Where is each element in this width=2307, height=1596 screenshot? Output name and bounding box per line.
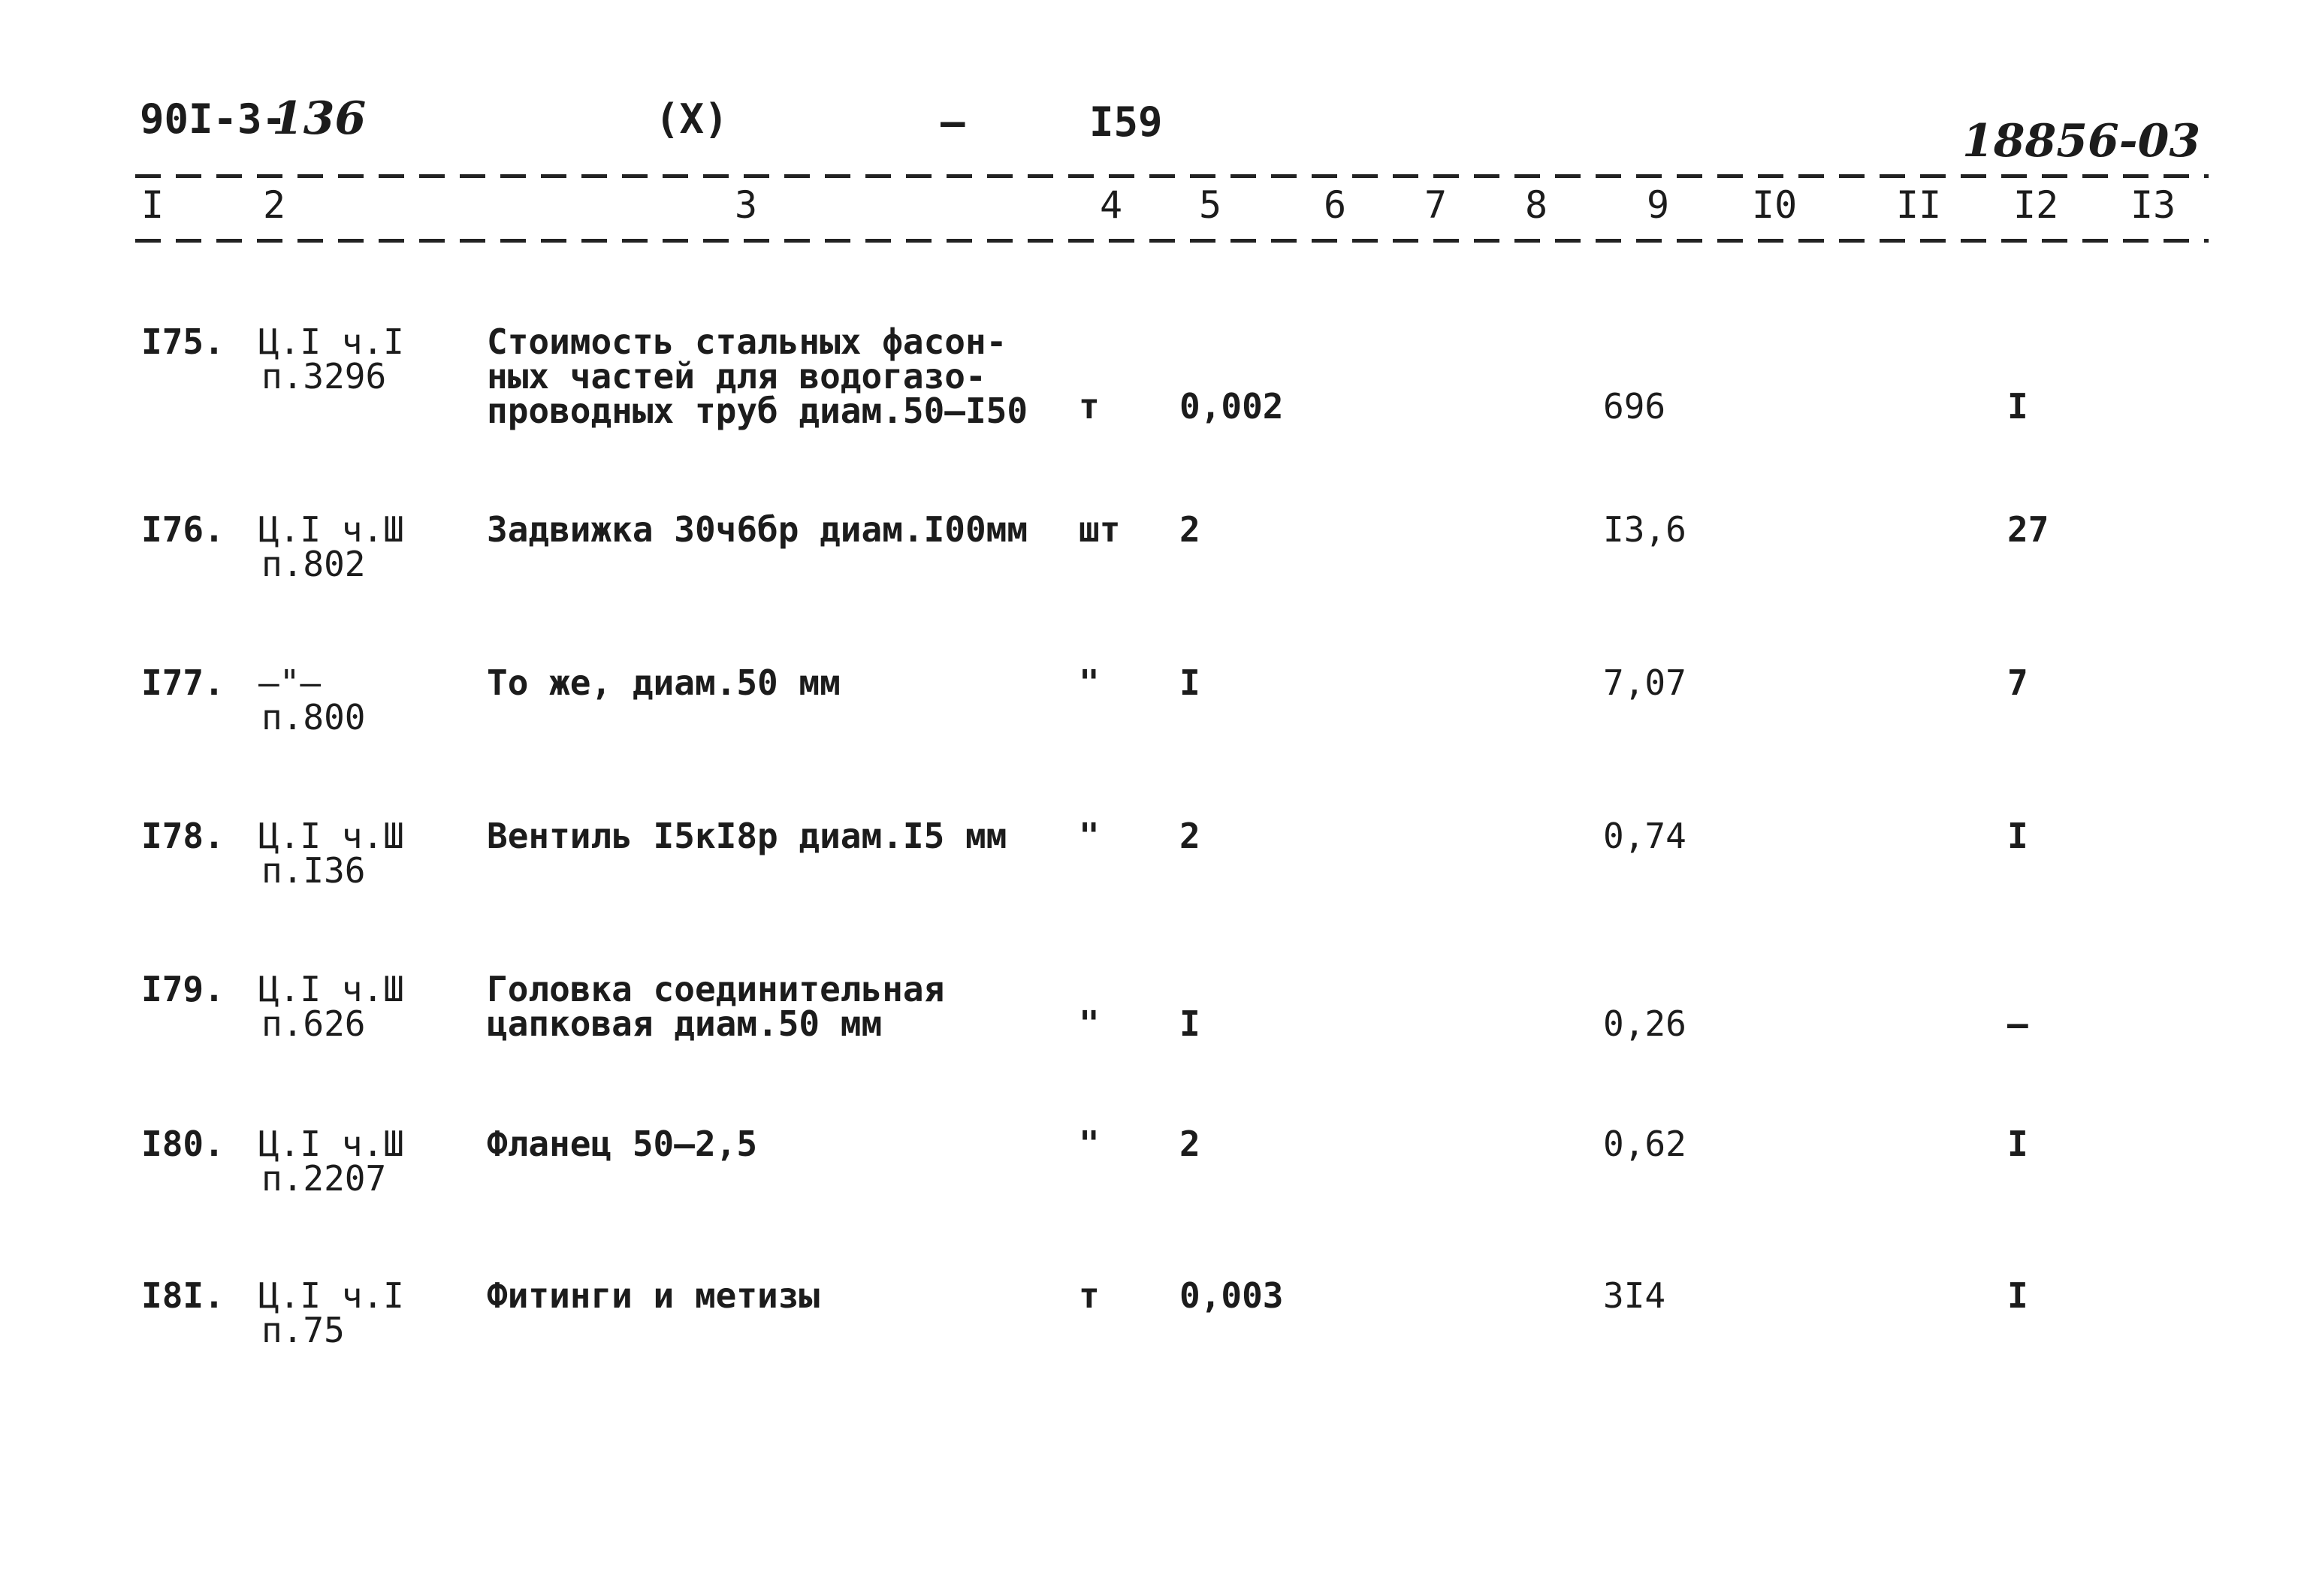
price-reference: –"– — [258, 662, 322, 703]
unit: т — [1079, 386, 1100, 427]
column-number: 3 — [735, 183, 758, 227]
price-reference: п.800 — [261, 697, 366, 738]
column-number: I — [141, 183, 165, 227]
archive-stamp-handwritten: 18856-03 — [1962, 115, 2201, 167]
column-number: 8 — [1525, 183, 1548, 227]
unit-price: 3I4 — [1603, 1275, 1666, 1316]
unit-price: I3,6 — [1603, 509, 1686, 550]
row-number: I80. — [141, 1124, 225, 1164]
price-reference: Ц.I ч.Ш — [258, 1124, 404, 1164]
doc-code: 90I-3- — [140, 95, 287, 143]
unit: " — [1079, 1124, 1100, 1164]
price-reference: Ц.I ч.Ш — [258, 969, 404, 1009]
total-cost: I — [2007, 1275, 2028, 1316]
price-reference: Ц.I ч.Ш — [258, 816, 404, 856]
row-number: I76. — [141, 509, 225, 550]
unit-price: 0,26 — [1603, 1003, 1686, 1044]
item-name: ных частей для водогазо- — [487, 356, 986, 397]
item-name: Фитинги и метизы — [487, 1275, 820, 1316]
quantity: I — [1179, 662, 1200, 703]
item-name: Вентиль I5кI8р диам.I5 мм — [487, 816, 1007, 856]
row-number: I75. — [141, 321, 225, 362]
column-number: I3 — [2130, 183, 2176, 227]
price-reference: Ц.I ч.I — [258, 1275, 404, 1316]
price-reference: п.I36 — [261, 850, 366, 891]
page-number: I59 — [1089, 98, 1163, 146]
total-cost: I — [2007, 1124, 2028, 1164]
total-cost: – — [2007, 1003, 2028, 1044]
unit: " — [1079, 816, 1100, 856]
column-number: I2 — [2013, 183, 2059, 227]
volume-label: (X) — [655, 95, 729, 143]
column-number: 6 — [1324, 183, 1347, 227]
row-number: I8I. — [141, 1275, 225, 1316]
row-number: I78. — [141, 816, 225, 856]
item-name: Задвижка 30ч6бр диам.I00мм — [487, 509, 1028, 550]
quantity: 0,002 — [1179, 386, 1284, 427]
item-name: Фланец 50–2,5 — [487, 1124, 758, 1164]
price-reference: п.626 — [261, 1003, 366, 1044]
unit-price: 0,74 — [1603, 816, 1686, 856]
header-rule-bottom — [135, 239, 2209, 243]
row-number: I77. — [141, 662, 225, 703]
price-reference: п.3296 — [261, 356, 387, 397]
doc-code-handwritten: 136 — [272, 92, 367, 145]
price-reference: п.75 — [261, 1310, 345, 1350]
item-name: цапковая диам.50 мм — [487, 1003, 883, 1044]
quantity: I — [1179, 1003, 1200, 1044]
unit-price: 0,62 — [1603, 1124, 1686, 1164]
unit: " — [1079, 662, 1100, 703]
quantity: 2 — [1179, 816, 1200, 856]
column-number: II — [1896, 183, 1942, 227]
quantity: 0,003 — [1179, 1275, 1284, 1316]
quantity: 2 — [1179, 1124, 1200, 1164]
total-cost: 27 — [2007, 509, 2049, 550]
price-reference: п.2207 — [261, 1158, 387, 1199]
total-cost: I — [2007, 386, 2028, 427]
total-cost: I — [2007, 816, 2028, 856]
column-number: 7 — [1424, 183, 1448, 227]
header-rule-top — [135, 174, 2209, 178]
unit: т — [1079, 1275, 1100, 1316]
column-number: 9 — [1647, 183, 1670, 227]
column-number: 4 — [1100, 183, 1123, 227]
unit-price: 696 — [1603, 386, 1666, 427]
header-separator: – — [941, 98, 965, 146]
item-name: То же, диам.50 мм — [487, 662, 841, 703]
item-name: проводных труб диам.50–I50 — [487, 391, 1028, 431]
price-reference: п.802 — [261, 544, 366, 584]
column-number: 2 — [263, 183, 286, 227]
quantity: 2 — [1179, 509, 1200, 550]
column-number: 5 — [1199, 183, 1222, 227]
row-number: I79. — [141, 969, 225, 1009]
item-name: Головка соединительная — [487, 969, 945, 1009]
unit: шт — [1079, 509, 1121, 550]
item-name: Стоимость стальных фасон- — [487, 321, 1007, 362]
unit: " — [1079, 1003, 1100, 1044]
price-reference: Ц.I ч.Ш — [258, 509, 404, 550]
total-cost: 7 — [2007, 662, 2028, 703]
price-reference: Ц.I ч.I — [258, 321, 404, 362]
unit-price: 7,07 — [1603, 662, 1686, 703]
column-number: I0 — [1752, 183, 1798, 227]
